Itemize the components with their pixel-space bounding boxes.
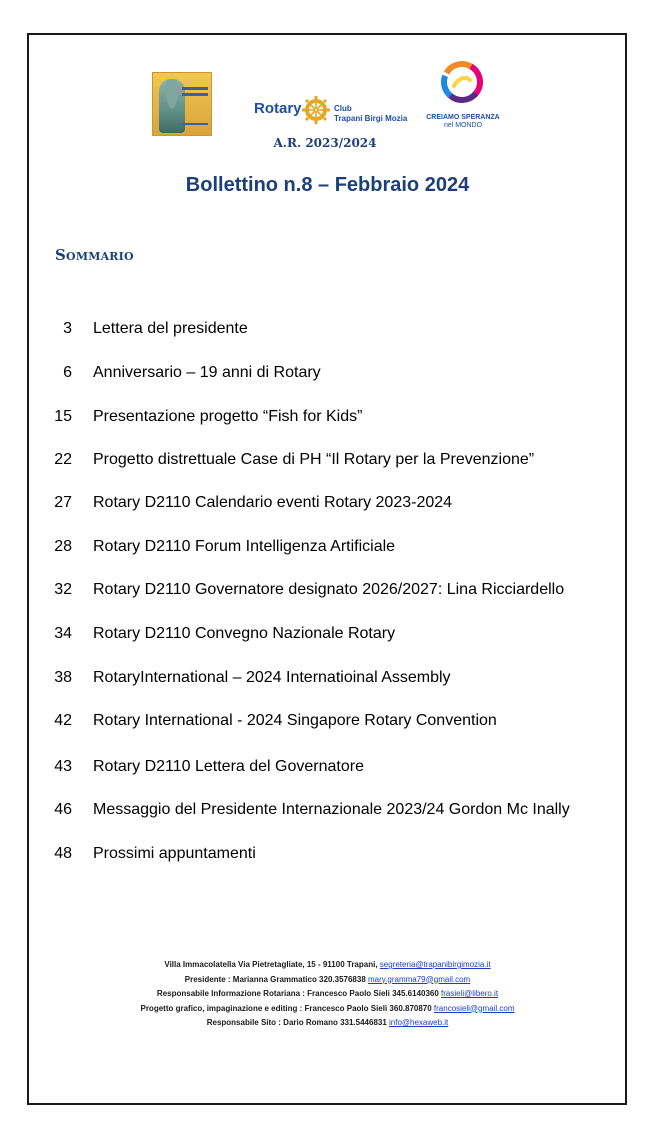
toc-title: Rotary D2110 Governatore designato 2026/2027: Lina Ricciardello: [93, 581, 565, 598]
footer-info: Responsabile Informazione Rotariana : Francesco Paolo Sieli 345.6140360 frasieli@libero.it: [156, 989, 499, 998]
toc-page-number: 32: [54, 581, 72, 598]
toc-item: [0, 494, 655, 518]
toc-item: [0, 845, 655, 869]
toc-page-number: 42: [54, 712, 72, 729]
toc-page-number: 22: [54, 451, 72, 468]
rotary-year: A.R. 2023/2024: [273, 136, 377, 150]
toc-page-number: 27: [54, 494, 72, 511]
section-heading: Sommario: [55, 246, 134, 264]
footer-president: Presidente : Marianna Grammatico 320.3576838 mary.gramma79@gmail.com: [184, 974, 471, 984]
footer-address: Villa Immacolatella Via Pietretagliate, 15 - 91100 Trapani, segreteria@trapanibirgimozia.it: [164, 960, 491, 969]
email-link[interactable]: mary.gramma79@gmail.com: [367, 974, 471, 984]
toc-item: [0, 581, 655, 605]
toc-title: Prossimi appuntamenti: [93, 845, 256, 862]
toc-title: Rotary D2110 Lettera del Governatore: [93, 758, 364, 775]
page-title: Bollettino n.8 – Febbraio 2024: [185, 174, 470, 196]
toc-title: Anniversario – 19 anni di Rotary: [93, 364, 321, 381]
toc-item: [0, 538, 655, 562]
toc-item: [0, 451, 655, 475]
footer-site: Responsabile Sito : Dario Romano 331.5446831 info@hexaweb.it: [206, 1018, 449, 1027]
toc-item: [0, 408, 655, 432]
toc-page-number: 38: [54, 669, 72, 686]
toc-item: [0, 801, 655, 825]
toc-item: [0, 669, 655, 693]
toc-title: RotaryInternational – 2024 Internatioinal Assembly: [93, 669, 451, 686]
club-name: Club Trapani Birgi Mozia: [334, 104, 408, 123]
toc-item: [0, 712, 655, 736]
email-link[interactable]: francosieli@gmail.com: [433, 1003, 515, 1013]
toc-title: Rotary International - 2024 Singapore Rotary Convention: [93, 712, 497, 729]
email-link[interactable]: frasieli@libero.it: [441, 989, 499, 998]
toc-item: [0, 364, 655, 388]
toc-title: Messaggio del Presidente Internazionale 2023/24 Gordon Mc Inally: [93, 801, 570, 818]
toc-item: [0, 320, 655, 344]
toc-title: Presentazione progetto “Fish for Kids”: [93, 408, 363, 425]
toc-item: [0, 625, 655, 649]
toc-title: Progetto distrettuale Case di PH “Il Rotary per la Prevenzione”: [93, 451, 535, 468]
toc-page-number: 28: [54, 538, 72, 555]
footer-contacts: [60, 958, 595, 1031]
toc-page-number: 34: [54, 625, 72, 642]
rotary-wordmark: Rotary: [254, 100, 302, 117]
toc-title: Rotary D2110 Convegno Nazionale Rotary: [93, 625, 396, 642]
email-link[interactable]: info@hexaweb.it: [389, 1018, 449, 1027]
toc-item: [0, 758, 655, 782]
toc-page-number: 43: [54, 758, 72, 775]
creiamo-speranza-text: CREIAMO SPERANZA nel MONDO: [426, 114, 500, 129]
toc-page-number: 6: [63, 364, 72, 381]
toc-title: Lettera del presidente: [93, 320, 248, 337]
toc-title: Rotary D2110 Calendario eventi Rotary 2023-2024: [93, 494, 453, 511]
toc-page-number: 15: [54, 408, 72, 425]
email-link[interactable]: segreteria@trapanibirgimozia.it: [379, 960, 491, 969]
footer-editing: Progetto grafico, impaginazione e editing : Francesco Paolo Sieli 360.870870 francosieli@gmail.com: [140, 1003, 515, 1013]
toc-page-number: 3: [63, 320, 72, 337]
toc-title: Rotary D2110 Forum Intelligenza Artificiale: [93, 538, 396, 555]
toc-page-number: 48: [54, 845, 72, 862]
toc-page-number: 46: [54, 801, 72, 818]
